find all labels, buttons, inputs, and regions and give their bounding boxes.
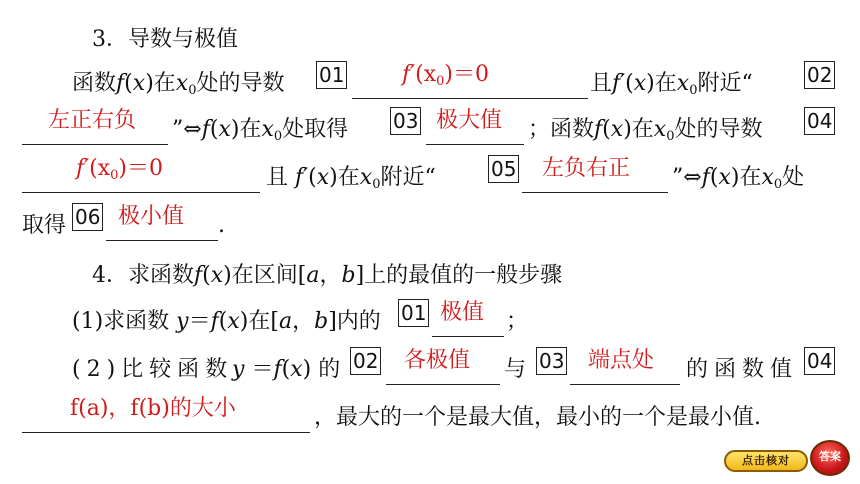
blank-number-box: 01 (316, 61, 347, 89)
text: (2)比较函数 (72, 357, 234, 382)
line-9 (0, 398, 860, 438)
semicolon: ； (506, 309, 529, 334)
blank-number-box: 04 (804, 347, 835, 375)
check-answer-button[interactable] (724, 440, 852, 476)
answer-blank (386, 350, 500, 385)
blank-number-box: 02 (350, 347, 381, 375)
section-3-heading: 3．导数与极值 (92, 27, 238, 52)
line-3 (0, 110, 860, 150)
section-4-heading-line (0, 256, 860, 296)
line-5 (0, 206, 860, 246)
answer-circle-button[interactable]: 答案 (810, 440, 850, 476)
answer-text: 极大值 (436, 108, 503, 133)
text: 取得 (22, 213, 67, 238)
answer-text: 左负右正 (542, 156, 631, 181)
blank-number-box: 06 (72, 203, 103, 231)
answer-text: 极小值 (118, 204, 185, 229)
section-3-heading-line (0, 20, 860, 60)
blank-number-box: 04 (804, 107, 835, 135)
text: 且 f′(x)在$x_0$附近“ (266, 165, 436, 192)
blank-number-box: 03 (390, 107, 421, 135)
answer-text: 左正右负 (48, 108, 137, 133)
answer-blank (22, 398, 310, 433)
answer-blank (352, 64, 588, 99)
text: ”⇔f(x)在$x_0$处取得 (172, 117, 349, 144)
answer-text: $f'(x_0)=0$ (402, 62, 490, 89)
answer-blank (522, 158, 668, 193)
answer-text: 极值 (440, 300, 485, 325)
period: . (218, 213, 225, 238)
answer-blank (570, 350, 680, 385)
blank-number-box: 02 (804, 61, 835, 89)
text: y ＝f(x) 的 (232, 357, 341, 382)
answer-blank (106, 206, 218, 241)
text: 的函数值 (686, 357, 799, 382)
blank-number-box: 01 (398, 299, 429, 327)
text: 函数f(x)在$x_0$处的导数 (72, 71, 285, 98)
blank-number-box: 05 (488, 155, 519, 183)
blank-number-box: 03 (536, 347, 567, 375)
answer-text: $f'(x_0)=0$ (76, 156, 164, 183)
text: ，最大的一个是最大值，最小的一个是最小值. (314, 405, 761, 430)
answer-text: 各极值 (404, 348, 471, 373)
text: ；函数f(x)在$x_0$处的导数 (528, 117, 763, 144)
answer-text: 端点处 (588, 348, 655, 373)
answer-blank (22, 158, 260, 193)
text: 且f′(x)在$x_0$附近“ (590, 71, 753, 98)
check-answer-label[interactable]: 点击核对 (724, 450, 808, 472)
text: 与 (504, 357, 527, 382)
line-7 (0, 302, 860, 342)
line-4 (0, 158, 860, 198)
text: (1)求函数 y＝f(x)在[a，b]内的 (72, 309, 381, 334)
answer-text: f(a)，f(b)的大小 (70, 396, 236, 421)
line-8 (0, 350, 860, 390)
answer-blank (426, 110, 524, 145)
answer-blank (22, 110, 168, 145)
answer-blank (432, 302, 504, 337)
line-2 (0, 64, 860, 104)
section-4-heading: 4．求函数f(x)在区间[a，b]上的最值的一般步骤 (92, 263, 563, 288)
text: ”⇔f(x)在$x_0$处 (672, 165, 805, 192)
